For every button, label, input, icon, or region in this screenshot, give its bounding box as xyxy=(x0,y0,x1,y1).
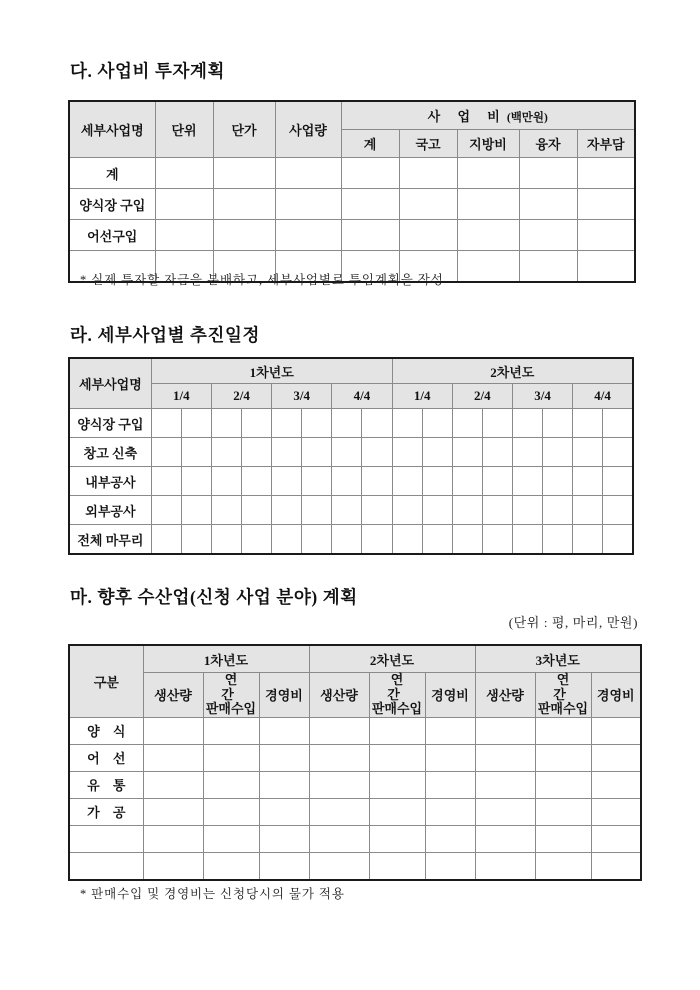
schedule-quarter: 1/4 xyxy=(392,384,452,409)
future-metric-3: 경영비 xyxy=(425,673,475,718)
schedule-cell[interactable] xyxy=(362,438,392,467)
invest-col-unit-price: 단가 xyxy=(213,101,275,158)
schedule-cell[interactable] xyxy=(362,496,392,525)
future-cell[interactable] xyxy=(369,717,425,744)
schedule-cell[interactable] xyxy=(422,496,452,525)
future-metric-line1: 연 간 xyxy=(553,672,577,702)
future-metric-line1: 연 간 xyxy=(387,672,411,702)
schedule-cell[interactable] xyxy=(543,409,573,438)
schedule-cell[interactable] xyxy=(422,525,452,555)
table-row xyxy=(69,717,641,744)
schedule-header-row-2 xyxy=(69,384,633,409)
schedule-cell[interactable] xyxy=(332,525,362,555)
invest-cell[interactable] xyxy=(341,189,399,220)
schedule-cell[interactable] xyxy=(332,409,362,438)
future-cell[interactable] xyxy=(259,771,309,798)
future-metric-line2: 판매수입 xyxy=(537,701,589,717)
table-row xyxy=(69,220,635,251)
table-row xyxy=(69,438,633,467)
future-cell[interactable] xyxy=(259,717,309,744)
future-cell[interactable] xyxy=(309,825,369,852)
schedule-quarter: 4/4 xyxy=(332,384,392,409)
schedule-cell[interactable] xyxy=(573,496,603,525)
table-row xyxy=(69,825,641,852)
schedule-cell[interactable] xyxy=(482,496,512,525)
future-cell[interactable] xyxy=(535,852,591,880)
invest-subcol-self: 자부담 xyxy=(577,130,635,158)
future-cell[interactable] xyxy=(369,798,425,825)
invest-cell[interactable] xyxy=(577,220,635,251)
invest-cell[interactable] xyxy=(341,158,399,189)
schedule-cell[interactable] xyxy=(603,409,633,438)
schedule-cell[interactable] xyxy=(151,525,181,555)
schedule-cell[interactable] xyxy=(181,467,211,496)
invest-cell[interactable] xyxy=(399,220,457,251)
schedule-cell[interactable] xyxy=(422,467,452,496)
schedule-cell[interactable] xyxy=(512,467,542,496)
future-cell[interactable] xyxy=(591,771,641,798)
future-row-label: 가 공 xyxy=(69,798,143,825)
future-cell[interactable] xyxy=(591,825,641,852)
schedule-cell[interactable] xyxy=(211,409,241,438)
future-cell[interactable] xyxy=(591,852,641,880)
schedule-cell[interactable] xyxy=(603,467,633,496)
future-row-label: 어 선 xyxy=(69,744,143,771)
future-cell[interactable] xyxy=(425,852,475,880)
schedule-cell[interactable] xyxy=(302,409,332,438)
schedule-row-label: 내부공사 xyxy=(69,467,151,496)
invest-cost-group-unit: (백만원) xyxy=(506,112,548,124)
schedule-year-1: 1차년도 xyxy=(151,358,392,384)
schedule-cell[interactable] xyxy=(512,525,542,555)
future-row-label: 유 통 xyxy=(69,771,143,798)
invest-cell[interactable] xyxy=(519,220,577,251)
invest-cell[interactable] xyxy=(155,189,213,220)
schedule-cell[interactable] xyxy=(151,496,181,525)
future-cell[interactable] xyxy=(309,744,369,771)
table-row xyxy=(69,158,635,189)
future-cell[interactable] xyxy=(535,798,591,825)
schedule-cell[interactable] xyxy=(482,467,512,496)
schedule-cell[interactable] xyxy=(543,438,573,467)
invest-row-label: 양식장 구입 xyxy=(69,189,155,220)
schedule-cell[interactable] xyxy=(452,438,482,467)
schedule-year-2: 2차년도 xyxy=(392,358,633,384)
schedule-cell[interactable] xyxy=(573,409,603,438)
invest-cell[interactable] xyxy=(155,220,213,251)
future-cell[interactable] xyxy=(535,771,591,798)
schedule-cell[interactable] xyxy=(332,467,362,496)
invest-cell[interactable] xyxy=(457,189,519,220)
future-cell[interactable] xyxy=(475,825,535,852)
table-row xyxy=(69,189,635,220)
future-unit-note: (단위 : 평, 마리, 만원) xyxy=(508,615,638,630)
invest-subcol-local: 지방비 xyxy=(457,130,519,158)
schedule-row-label: 창고 신축 xyxy=(69,438,151,467)
schedule-cell[interactable] xyxy=(211,467,241,496)
schedule-cell[interactable] xyxy=(272,438,302,467)
future-cell[interactable] xyxy=(535,825,591,852)
schedule-cell[interactable] xyxy=(603,525,633,555)
schedule-cell[interactable] xyxy=(242,438,272,467)
invest-cell[interactable] xyxy=(341,220,399,251)
section-heading-invest: 다. 사업비 투자계획 xyxy=(70,61,225,81)
schedule-cell[interactable] xyxy=(573,525,603,555)
future-col-name: 구분 xyxy=(69,645,143,717)
schedule-cell[interactable] xyxy=(573,438,603,467)
future-header-row-2 xyxy=(69,673,641,718)
future-header-row-1 xyxy=(69,645,641,673)
schedule-quarter: 3/4 xyxy=(272,384,332,409)
future-metric-1: 생산량 xyxy=(475,673,535,718)
invest-cell[interactable] xyxy=(519,251,577,283)
schedule-cell[interactable] xyxy=(543,496,573,525)
schedule-cell[interactable] xyxy=(452,467,482,496)
future-metric-3: 경영비 xyxy=(259,673,309,718)
schedule-cell[interactable] xyxy=(272,409,302,438)
schedule-row-label: 전체 마무리 xyxy=(69,525,151,555)
invest-cell[interactable] xyxy=(155,158,213,189)
schedule-cell[interactable] xyxy=(151,438,181,467)
invest-col-cost-group xyxy=(341,101,635,130)
schedule-cell[interactable] xyxy=(603,438,633,467)
table-row xyxy=(69,798,641,825)
future-metric-2 xyxy=(203,673,259,718)
schedule-cell[interactable] xyxy=(181,525,211,555)
schedule-cell[interactable] xyxy=(452,496,482,525)
future-metric-line1: 연 간 xyxy=(221,672,245,702)
future-cell[interactable] xyxy=(259,798,309,825)
table-row xyxy=(69,771,641,798)
future-cell[interactable] xyxy=(591,798,641,825)
future-table-body xyxy=(69,717,641,880)
future-cell[interactable] xyxy=(425,771,475,798)
invest-row-label: 어선구입 xyxy=(69,220,155,251)
future-metric-line2: 판매수입 xyxy=(205,701,257,717)
schedule-col-name: 세부사업명 xyxy=(69,358,151,409)
invest-footnote: * 실제 투자할 자금을 분배하고, 세부사업별로 투입계획을 작성 xyxy=(80,273,444,287)
schedule-cell[interactable] xyxy=(302,496,332,525)
invest-cell[interactable] xyxy=(577,251,635,283)
table-row xyxy=(69,852,641,880)
invest-table-head xyxy=(69,101,635,158)
future-metric-3: 경영비 xyxy=(591,673,641,718)
schedule-header-row-1 xyxy=(69,358,633,384)
schedule-cell[interactable] xyxy=(392,525,422,555)
future-cell[interactable] xyxy=(259,852,309,880)
future-row-label[interactable] xyxy=(69,825,143,852)
invest-row-label: 계 xyxy=(69,158,155,189)
schedule-cell[interactable] xyxy=(392,438,422,467)
future-cell[interactable] xyxy=(475,744,535,771)
schedule-cell[interactable] xyxy=(362,409,392,438)
future-cell[interactable] xyxy=(369,825,425,852)
schedule-cell[interactable] xyxy=(211,496,241,525)
table-row xyxy=(69,744,641,771)
invest-cell[interactable] xyxy=(457,251,519,283)
invest-cell[interactable] xyxy=(213,220,275,251)
future-cell[interactable] xyxy=(143,798,203,825)
invest-cell[interactable] xyxy=(399,158,457,189)
schedule-quarter: 2/4 xyxy=(211,384,271,409)
future-cell[interactable] xyxy=(475,771,535,798)
schedule-cell[interactable] xyxy=(603,496,633,525)
schedule-cell[interactable] xyxy=(151,467,181,496)
schedule-cell[interactable] xyxy=(512,409,542,438)
invest-cell[interactable] xyxy=(399,189,457,220)
future-cell[interactable] xyxy=(203,744,259,771)
schedule-cell[interactable] xyxy=(512,438,542,467)
future-cell[interactable] xyxy=(475,798,535,825)
invest-cell[interactable] xyxy=(457,220,519,251)
schedule-cell[interactable] xyxy=(272,525,302,555)
future-metric-line2: 판매수입 xyxy=(371,701,423,717)
invest-cell[interactable] xyxy=(275,158,341,189)
schedule-cell[interactable] xyxy=(242,525,272,555)
invest-cell[interactable] xyxy=(275,189,341,220)
schedule-cell[interactable] xyxy=(392,409,422,438)
schedule-quarter: 1/4 xyxy=(151,384,211,409)
schedule-cell[interactable] xyxy=(422,438,452,467)
schedule-cell[interactable] xyxy=(452,409,482,438)
invest-cell[interactable] xyxy=(519,158,577,189)
future-cell[interactable] xyxy=(591,744,641,771)
schedule-cell[interactable] xyxy=(332,438,362,467)
invest-cell[interactable] xyxy=(519,189,577,220)
schedule-cell[interactable] xyxy=(272,496,302,525)
schedule-cell[interactable] xyxy=(482,409,512,438)
future-cell[interactable] xyxy=(425,825,475,852)
future-cell[interactable] xyxy=(309,717,369,744)
future-cell[interactable] xyxy=(143,852,203,880)
future-table-head xyxy=(69,645,641,717)
section-heading-future: 마. 향후 수산업(신청 사업 분야) 계획 xyxy=(70,587,358,607)
invest-cost-group-label: 사 업 비 xyxy=(427,109,507,124)
future-cell[interactable] xyxy=(143,744,203,771)
future-cell[interactable] xyxy=(591,717,641,744)
schedule-cell[interactable] xyxy=(302,467,332,496)
future-footnote: * 판매수입 및 경영비는 신청당시의 물가 적용 xyxy=(80,887,345,901)
invest-col-quantity: 사업량 xyxy=(275,101,341,158)
schedule-cell[interactable] xyxy=(242,496,272,525)
schedule-table-body xyxy=(69,409,633,555)
schedule-cell[interactable] xyxy=(512,496,542,525)
future-cell[interactable] xyxy=(203,771,259,798)
schedule-cell[interactable] xyxy=(422,409,452,438)
schedule-cell[interactable] xyxy=(151,409,181,438)
schedule-cell[interactable] xyxy=(211,438,241,467)
future-row-label[interactable] xyxy=(69,852,143,880)
schedule-cell[interactable] xyxy=(302,438,332,467)
future-cell[interactable] xyxy=(259,744,309,771)
schedule-cell[interactable] xyxy=(573,467,603,496)
invest-subcol-national: 국고 xyxy=(399,130,457,158)
future-cell[interactable] xyxy=(425,717,475,744)
schedule-row-label: 외부공사 xyxy=(69,496,151,525)
future-cell[interactable] xyxy=(309,852,369,880)
schedule-quarter: 3/4 xyxy=(512,384,572,409)
schedule-cell[interactable] xyxy=(242,467,272,496)
future-cell[interactable] xyxy=(369,744,425,771)
schedule-cell[interactable] xyxy=(181,409,211,438)
schedule-cell[interactable] xyxy=(181,496,211,525)
future-year-3: 3차년도 xyxy=(475,645,641,673)
future-cell[interactable] xyxy=(369,852,425,880)
future-cell[interactable] xyxy=(309,798,369,825)
future-cell[interactable] xyxy=(203,852,259,880)
future-metric-2 xyxy=(369,673,425,718)
future-metric-1: 생산량 xyxy=(309,673,369,718)
schedule-cell[interactable] xyxy=(362,467,392,496)
schedule-cell[interactable] xyxy=(392,496,422,525)
schedule-cell[interactable] xyxy=(543,525,573,555)
schedule-row-label: 양식장 구입 xyxy=(69,409,151,438)
future-row-label: 양 식 xyxy=(69,717,143,744)
schedule-table-head xyxy=(69,358,633,409)
schedule-cell[interactable] xyxy=(181,438,211,467)
invest-subcol-loan: 융자 xyxy=(519,130,577,158)
schedule-cell[interactable] xyxy=(482,438,512,467)
invest-subcol-total: 계 xyxy=(341,130,399,158)
future-cell[interactable] xyxy=(535,717,591,744)
future-plan-table xyxy=(68,644,642,881)
invest-table-body xyxy=(69,158,635,283)
schedule-cell[interactable] xyxy=(362,525,392,555)
future-cell[interactable] xyxy=(535,744,591,771)
schedule-cell[interactable] xyxy=(332,496,362,525)
future-cell[interactable] xyxy=(259,825,309,852)
schedule-table xyxy=(68,357,634,555)
invest-cell[interactable] xyxy=(275,220,341,251)
investment-plan-table xyxy=(68,100,636,283)
schedule-cell[interactable] xyxy=(543,467,573,496)
table-row xyxy=(69,496,633,525)
table-row xyxy=(69,409,633,438)
future-cell[interactable] xyxy=(203,798,259,825)
schedule-cell[interactable] xyxy=(242,409,272,438)
invest-col-name: 세부사업명 xyxy=(69,101,155,158)
future-cell[interactable] xyxy=(143,771,203,798)
schedule-cell[interactable] xyxy=(302,525,332,555)
table-row xyxy=(69,525,633,555)
future-cell[interactable] xyxy=(475,717,535,744)
table-row xyxy=(69,467,633,496)
future-metric-1: 생산량 xyxy=(143,673,203,718)
future-cell[interactable] xyxy=(203,825,259,852)
future-cell[interactable] xyxy=(369,771,425,798)
future-cell[interactable] xyxy=(309,771,369,798)
invest-cell[interactable] xyxy=(577,158,635,189)
invest-cell[interactable] xyxy=(213,158,275,189)
future-year-1: 1차년도 xyxy=(143,645,309,673)
invest-cell[interactable] xyxy=(457,158,519,189)
schedule-cell[interactable] xyxy=(211,525,241,555)
schedule-quarter: 4/4 xyxy=(573,384,633,409)
future-cell[interactable] xyxy=(143,717,203,744)
schedule-cell[interactable] xyxy=(452,525,482,555)
invest-header-row-1 xyxy=(69,101,635,130)
section-heading-schedule: 라. 세부사업별 추진일정 xyxy=(70,325,260,345)
future-cell[interactable] xyxy=(425,798,475,825)
schedule-quarter: 2/4 xyxy=(452,384,512,409)
future-year-2: 2차년도 xyxy=(309,645,475,673)
future-cell[interactable] xyxy=(203,717,259,744)
schedule-cell[interactable] xyxy=(482,525,512,555)
schedule-cell[interactable] xyxy=(272,467,302,496)
future-cell[interactable] xyxy=(143,825,203,852)
future-cell[interactable] xyxy=(425,744,475,771)
invest-col-unit: 단위 xyxy=(155,101,213,158)
invest-cell[interactable] xyxy=(213,189,275,220)
future-cell[interactable] xyxy=(475,852,535,880)
future-metric-2 xyxy=(535,673,591,718)
schedule-cell[interactable] xyxy=(392,467,422,496)
invest-cell[interactable] xyxy=(577,189,635,220)
